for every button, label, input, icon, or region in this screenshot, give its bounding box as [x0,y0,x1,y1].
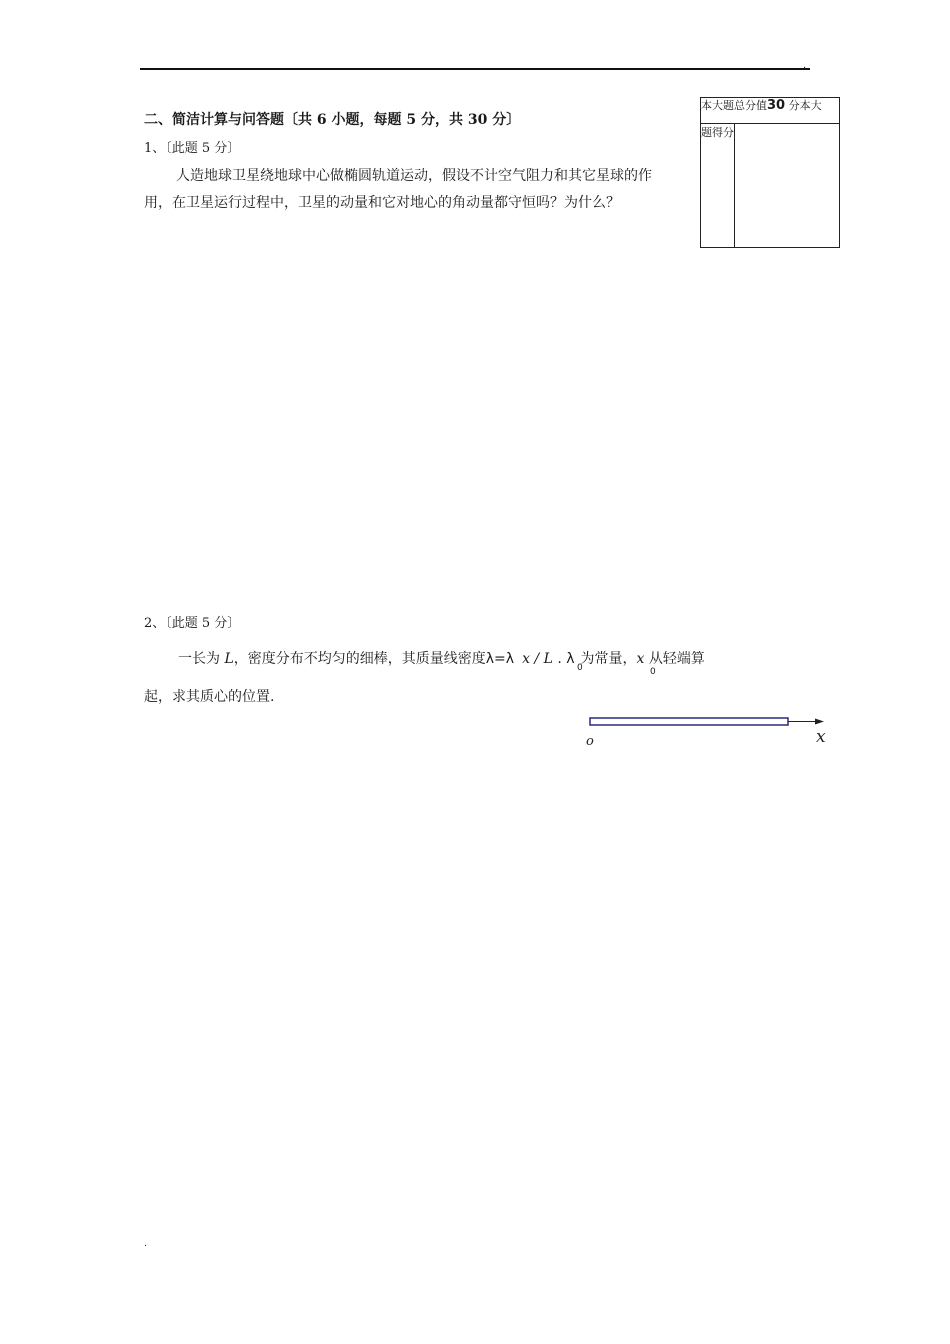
question-1-text: 人造地球卫星绕地球中心做椭圆轨道运动，假设不计空气阻力和其它星球的作用，在卫星运行过程中，卫星的动量和它对地心的角动量都守恒吗？为什么？ [144,168,652,211]
rod-diagram [580,708,840,758]
q2-text-c: . [552,651,567,667]
score-box-label: 题得分 [701,124,735,247]
question-2-line-2: 起，求其质心的位置. [144,689,275,705]
q2-text-b: ，密度分布不均匀的细棒，其质量线密度 [233,651,486,667]
q2-text-a: 一长为 [178,651,225,667]
axis-label: x [816,727,826,747]
lambda-expression: λ=λ [485,651,515,667]
lambda-subscript-2: 0 [650,667,656,677]
lambda-subscript-1: 0 [577,663,583,673]
q2-text-e: 从轻端算 [644,651,705,667]
x-axis-arrow [815,719,824,725]
rod-bar [590,718,788,725]
origin-label: o [586,734,594,749]
question-2-line-1 [178,648,705,668]
var-x: x [636,651,645,667]
score-box [700,97,840,248]
rod-figure [580,708,840,758]
score-box-total: 30 [767,98,786,113]
header-rule [140,68,810,70]
score-box-header [701,98,839,124]
lambda-symbol: λ [566,651,575,667]
question-1-label: 1、〔此题 5 分〕 [144,141,241,156]
footer-mark: . [144,1238,148,1249]
formula-tail: x / L [522,651,553,667]
section-title: 二、简洁计算与问答题〔共 6 小题，每题 5 分，共 30 分〕 [144,112,521,128]
question-2-label: 2、〔此题 5 分〕 [144,616,241,631]
score-box-prefix: 本大题总分值 [701,99,767,112]
score-box-suffix: 分本大 [785,99,822,112]
var-L: L [224,651,234,667]
header-mark: . [803,60,807,71]
q2-text-d: 为常量， [580,651,637,667]
